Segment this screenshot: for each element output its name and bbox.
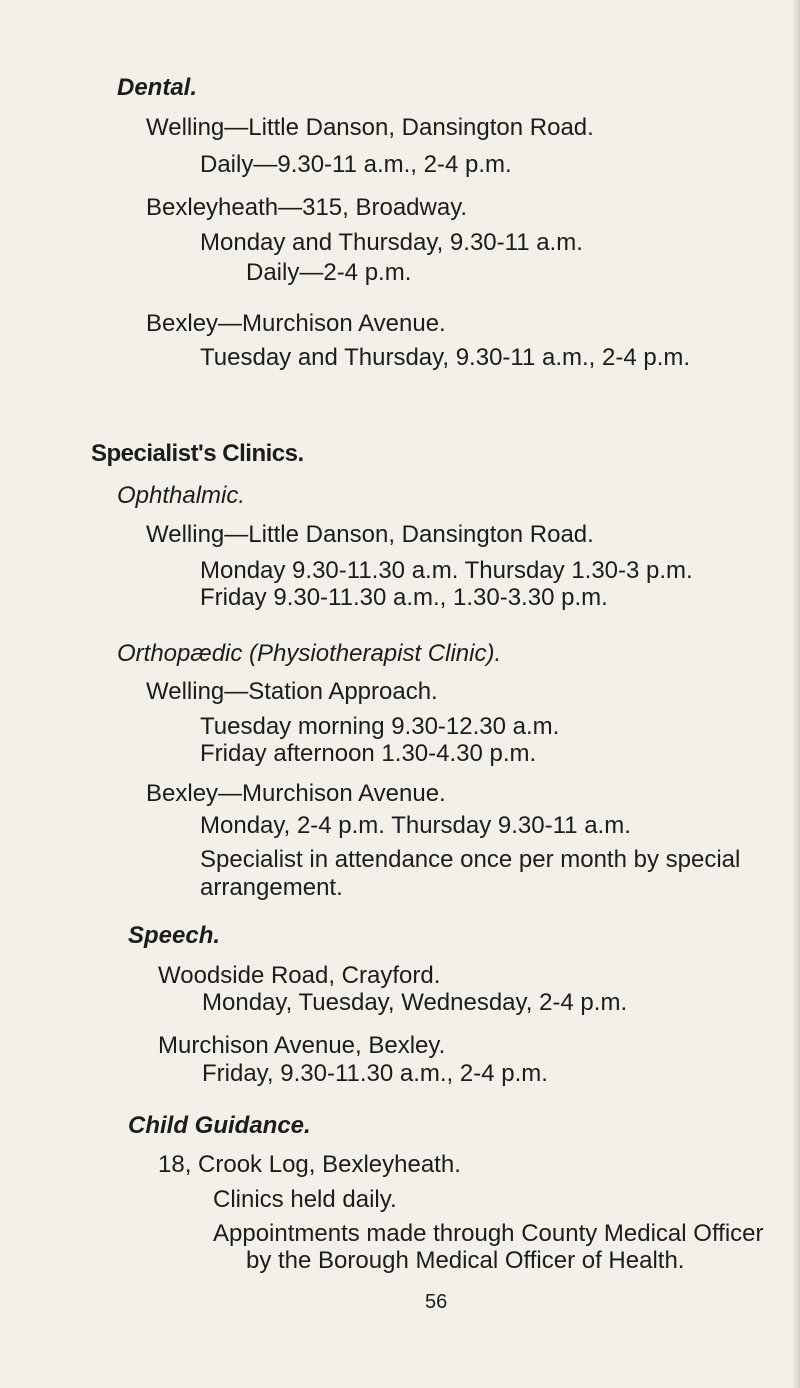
orthopaedic-welling-times-2: Friday afternoon 1.30-4.30 p.m. — [200, 740, 537, 767]
dental-bexleyheath-times-2: Daily—2-4 p.m. — [246, 259, 412, 286]
dental-bexleyheath-times-1: Monday and Thursday, 9.30-11 a.m. — [200, 229, 583, 256]
ophthalmic-times-2: Friday 9.30-11.30 a.m., 1.30-3.30 p.m. — [200, 584, 608, 611]
child-guidance-heading: Child Guidance. — [128, 1112, 311, 1139]
speech-woodside-times: Monday, Tuesday, Wednesday, 2-4 p.m. — [202, 989, 628, 1016]
specialists-heading: Specialist's Clinics. — [91, 440, 304, 467]
orthopaedic-bexley-times: Monday, 2-4 p.m. Thursday 9.30-11 a.m. — [200, 812, 631, 839]
child-guidance-address: 18, Crook Log, Bexleyheath. — [158, 1151, 461, 1178]
dental-welling-address: Welling—Little Danson, Dansington Road. — [146, 114, 594, 141]
page-edge-shadow — [792, 0, 800, 1388]
dental-bexley-times: Tuesday and Thursday, 9.30-11 a.m., 2-4 p.m. — [200, 344, 691, 371]
orthopaedic-bexley-note-2: arrangement. — [200, 874, 343, 901]
dental-welling-times: Daily—9.30-11 a.m., 2-4 p.m. — [200, 151, 512, 178]
speech-murchison-address: Murchison Avenue, Bexley. — [158, 1032, 446, 1059]
orthopaedic-welling-address: Welling—Station Approach. — [146, 678, 438, 705]
dental-bexleyheath-address: Bexleyheath—315, Broadway. — [146, 194, 468, 221]
child-guidance-line-2: Appointments made through County Medical Officer — [213, 1220, 764, 1247]
ophthalmic-address: Welling—Little Danson, Dansington Road. — [146, 521, 594, 548]
ophthalmic-times-1: Monday 9.30-11.30 a.m. Thursday 1.30-3 p.m. — [200, 557, 693, 584]
speech-murchison-times: Friday, 9.30-11.30 a.m., 2-4 p.m. — [202, 1060, 548, 1087]
orthopaedic-heading: Orthopædic (Physiotherapist Clinic). — [117, 640, 502, 667]
dental-bexley-address: Bexley—Murchison Avenue. — [146, 310, 446, 337]
orthopaedic-bexley-address: Bexley—Murchison Avenue. — [146, 780, 446, 807]
dental-heading: Dental. — [117, 74, 198, 101]
page-number: 56 — [425, 1291, 448, 1313]
child-guidance-line-3: by the Borough Medical Officer of Health. — [246, 1247, 685, 1274]
speech-heading: Speech. — [128, 922, 221, 949]
orthopaedic-bexley-note-1: Specialist in attendance once per month by special — [200, 846, 741, 873]
speech-woodside-address: Woodside Road, Crayford. — [158, 962, 441, 989]
ophthalmic-heading: Ophthalmic. — [117, 482, 246, 509]
child-guidance-line-1: Clinics held daily. — [213, 1186, 397, 1213]
orthopaedic-welling-times-1: Tuesday morning 9.30-12.30 a.m. — [200, 713, 560, 740]
